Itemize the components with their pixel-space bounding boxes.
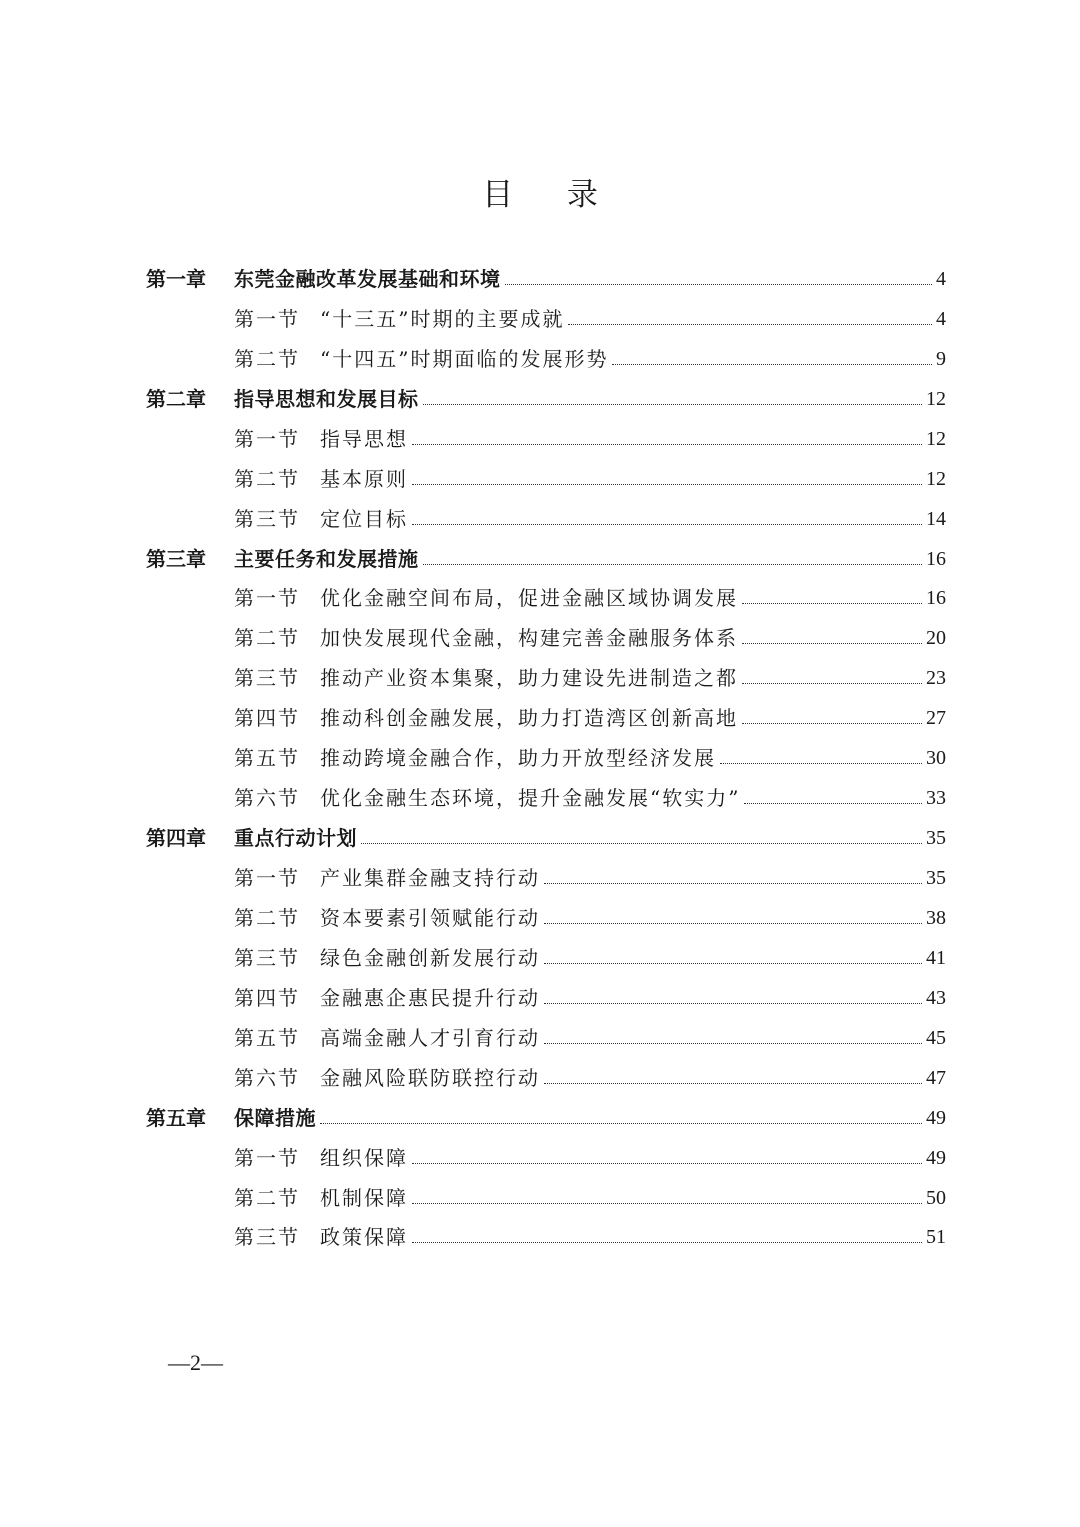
dot-leader xyxy=(742,603,922,604)
chapter-number: 第二章 xyxy=(146,386,206,411)
toc-page-number: 51 xyxy=(926,1226,946,1249)
toc-page-number: 14 xyxy=(926,507,946,530)
chapter-number: 第一章 xyxy=(146,266,206,291)
toc-page-number: 43 xyxy=(926,986,946,1009)
toc-page-number: 41 xyxy=(926,946,946,969)
section-title: 政策保障 xyxy=(320,1225,408,1250)
section-title: “十四五”时期面临的发展形势 xyxy=(320,346,609,371)
dot-leader xyxy=(742,683,922,684)
section-number: 第四节 xyxy=(234,706,300,731)
toc-heading: 目 录 xyxy=(482,177,620,213)
section-title: 组织保障 xyxy=(320,1145,408,1170)
section-number: 第三节 xyxy=(234,945,300,970)
chapter-number: 第五章 xyxy=(146,1105,206,1130)
section-title: 推动产业资本集聚，助力建设先进制造之都 xyxy=(320,666,738,691)
table-of-contents xyxy=(146,258,946,1256)
dot-leader xyxy=(744,803,922,804)
toc-section-entry[interactable] xyxy=(146,697,946,737)
section-number: 第四节 xyxy=(234,985,300,1010)
toc-page-number: 27 xyxy=(926,707,946,730)
toc-chapter-entry[interactable] xyxy=(146,817,946,857)
toc-page-number: 30 xyxy=(926,747,946,770)
section-number: 第三节 xyxy=(234,666,300,691)
toc-page-number: 20 xyxy=(926,627,946,650)
section-number: 第二节 xyxy=(234,626,300,651)
dot-leader xyxy=(412,444,922,445)
toc-section-entry[interactable] xyxy=(146,1017,946,1057)
page-number-footer: —2— xyxy=(168,1350,223,1375)
toc-section-entry[interactable] xyxy=(146,617,946,657)
dot-leader xyxy=(505,284,933,285)
toc-page-number: 9 xyxy=(936,347,946,370)
section-number: 第一节 xyxy=(234,1145,300,1170)
dot-leader xyxy=(423,564,923,565)
section-title: 高端金融人才引育行动 xyxy=(320,1025,540,1050)
section-number: 第二节 xyxy=(234,1185,300,1210)
section-number: 第五节 xyxy=(234,1025,300,1050)
toc-page-number: 4 xyxy=(936,307,946,330)
dot-leader xyxy=(320,1123,922,1124)
toc-chapter-entry[interactable] xyxy=(146,1097,946,1137)
chapter-title: 保障措施 xyxy=(234,1105,316,1130)
toc-page-number: 35 xyxy=(926,867,946,889)
toc-section-entry[interactable] xyxy=(146,498,946,538)
dot-leader xyxy=(544,883,922,884)
toc-page-number: 49 xyxy=(926,1146,946,1169)
toc-section-entry[interactable] xyxy=(146,338,946,378)
section-number: 第一节 xyxy=(234,866,300,890)
chapter-title: 重点行动计划 xyxy=(234,826,357,851)
toc-page-number: 38 xyxy=(926,906,946,929)
toc-section-entry[interactable] xyxy=(146,777,946,817)
section-number: 第一节 xyxy=(234,426,300,451)
section-title: 定位目标 xyxy=(320,506,408,531)
dot-leader xyxy=(544,1083,922,1084)
toc-page-number: 23 xyxy=(926,667,946,690)
toc-section-entry[interactable] xyxy=(146,578,946,618)
dot-leader xyxy=(544,1043,922,1044)
dot-leader xyxy=(544,1003,922,1004)
toc-chapter-entry[interactable] xyxy=(146,378,946,418)
chapter-number: 第四章 xyxy=(146,826,206,851)
dot-leader xyxy=(568,324,932,325)
toc-page-number: 16 xyxy=(926,547,946,570)
section-number: 第六节 xyxy=(234,1065,300,1090)
toc-section-entry[interactable] xyxy=(146,897,946,937)
section-title: 绿色金融创新发展行动 xyxy=(320,945,540,970)
toc-page-number: 45 xyxy=(926,1026,946,1049)
section-title: “十三五”时期的主要成就 xyxy=(320,306,565,331)
section-title: 金融风险联防联控行动 xyxy=(320,1065,540,1090)
section-number: 第六节 xyxy=(234,786,300,811)
toc-section-entry[interactable] xyxy=(146,1057,946,1097)
dot-leader xyxy=(544,963,922,964)
toc-chapter-entry[interactable] xyxy=(146,258,946,298)
toc-section-entry[interactable] xyxy=(146,937,946,977)
dot-leader xyxy=(742,723,922,724)
toc-section-entry[interactable] xyxy=(146,298,946,338)
chapter-title: 指导思想和发展目标 xyxy=(234,386,419,411)
toc-section-entry[interactable] xyxy=(146,1137,946,1177)
toc-chapter-entry[interactable] xyxy=(146,538,946,578)
section-title: 加快发展现代金融，构建完善金融服务体系 xyxy=(320,626,738,651)
dot-leader xyxy=(423,404,923,405)
section-number: 第二节 xyxy=(234,346,300,371)
toc-section-entry[interactable] xyxy=(146,857,946,897)
toc-page-number: 33 xyxy=(926,787,946,810)
toc-page-number: 49 xyxy=(926,1106,946,1129)
section-number: 第五节 xyxy=(234,746,300,771)
section-number: 第一节 xyxy=(234,586,300,611)
section-number: 第二节 xyxy=(234,905,300,930)
section-title: 推动跨境金融合作，助力开放型经济发展 xyxy=(320,746,716,771)
section-title: 机制保障 xyxy=(320,1185,408,1210)
section-title: 金融惠企惠民提升行动 xyxy=(320,985,540,1010)
chapter-title: 主要任务和发展措施 xyxy=(234,546,419,571)
dot-leader xyxy=(412,524,922,525)
toc-section-entry[interactable] xyxy=(146,1177,946,1217)
section-number: 第三节 xyxy=(234,1225,300,1250)
section-number: 第一节 xyxy=(234,306,300,331)
toc-page-number: 47 xyxy=(926,1066,946,1089)
toc-page-number: 4 xyxy=(936,267,946,290)
toc-section-entry[interactable] xyxy=(146,977,946,1017)
dot-leader xyxy=(412,1242,922,1243)
dot-leader xyxy=(742,643,922,644)
section-title: 优化金融生态环境，提升金融发展“软实力” xyxy=(320,786,741,811)
dot-leader xyxy=(412,484,922,485)
toc-section-entry[interactable] xyxy=(146,418,946,458)
section-title: 产业集群金融支持行动 xyxy=(320,866,540,890)
toc-page-number: 50 xyxy=(926,1186,946,1209)
toc-page-number: 12 xyxy=(926,467,946,490)
dot-leader xyxy=(412,1203,922,1204)
section-title: 资本要素引领赋能行动 xyxy=(320,905,540,930)
toc-section-entry[interactable] xyxy=(146,737,946,777)
toc-page-number: 12 xyxy=(926,427,946,450)
dot-leader xyxy=(612,364,932,365)
dot-leader xyxy=(361,843,922,844)
chapter-title: 东莞金融改革发展基础和环境 xyxy=(234,266,501,291)
toc-page-number: 35 xyxy=(926,827,946,850)
toc-page-number: 12 xyxy=(926,387,946,410)
toc-section-entry[interactable] xyxy=(146,458,946,498)
section-title: 优化金融空间布局，促进金融区域协调发展 xyxy=(320,586,738,611)
section-title: 推动科创金融发展，助力打造湾区创新高地 xyxy=(320,706,738,731)
section-title: 基本原则 xyxy=(320,466,408,491)
chapter-number: 第三章 xyxy=(146,546,206,571)
toc-section-entry[interactable] xyxy=(146,657,946,697)
dot-leader xyxy=(412,1163,922,1164)
toc-page-number: 16 xyxy=(926,587,946,610)
section-number: 第三节 xyxy=(234,506,300,531)
dot-leader xyxy=(720,763,922,764)
toc-section-entry[interactable] xyxy=(146,1217,946,1257)
dot-leader xyxy=(544,923,922,924)
section-title: 指导思想 xyxy=(320,426,408,451)
section-number: 第二节 xyxy=(234,466,300,491)
